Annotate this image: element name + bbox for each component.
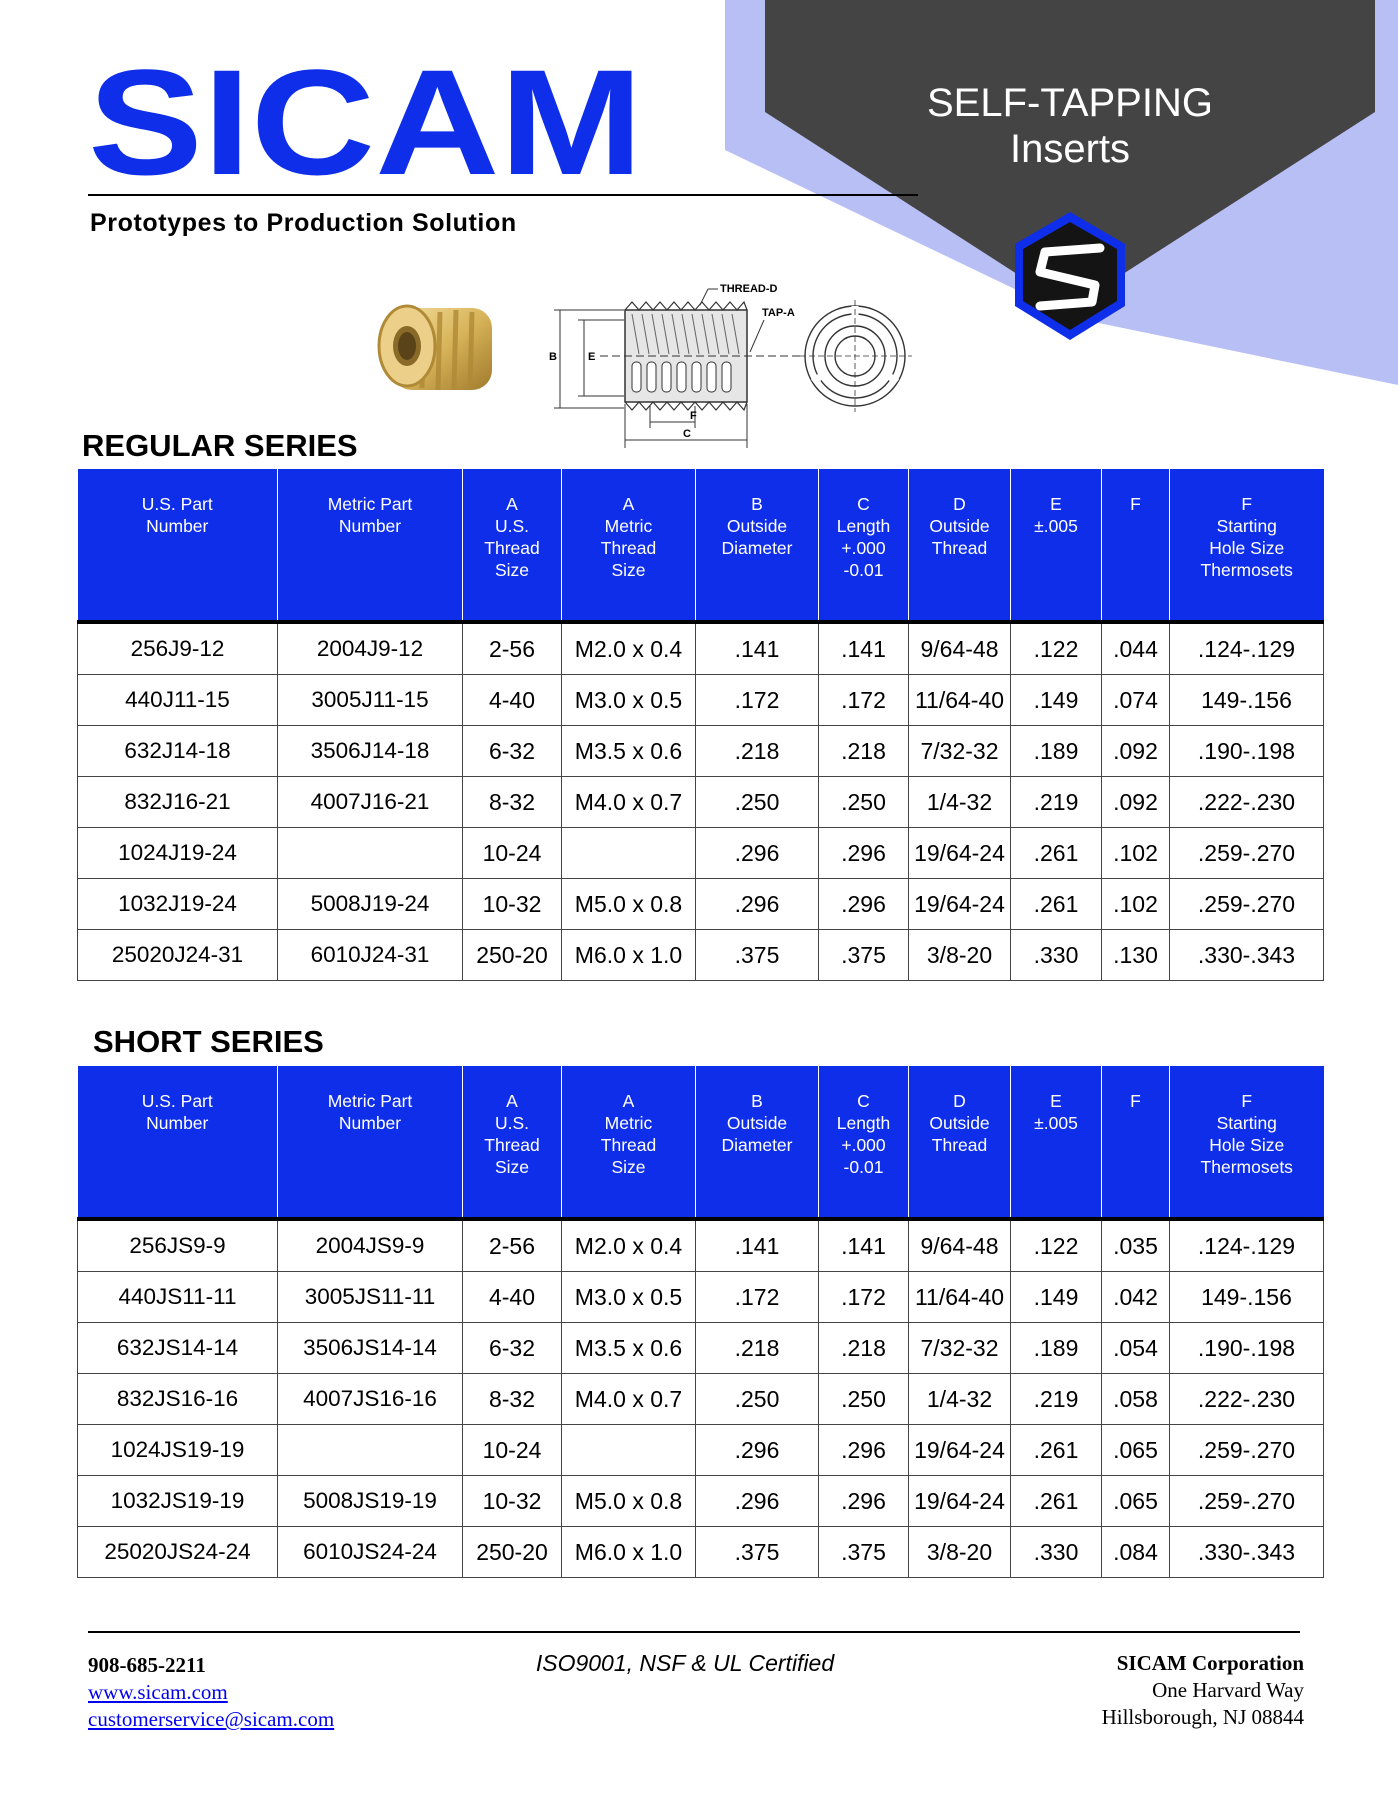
- diagram-label-c: C: [683, 428, 691, 440]
- cell-length: .141: [819, 622, 909, 675]
- cell-outside-diameter: .141: [696, 622, 819, 675]
- column-header-dimension-f: F: [1102, 1066, 1170, 1219]
- cell-metric-thread-size: [562, 828, 696, 879]
- cell-metric-part-number: 6010JS24-24: [278, 1527, 463, 1578]
- cell-dimension-f: .092: [1102, 777, 1170, 828]
- cell-metric-thread-size: M4.0 x 0.7: [562, 777, 696, 828]
- cell-metric-thread-size: M2.0 x 0.4: [562, 1219, 696, 1272]
- cell-starting-hole-size: .259-.270: [1170, 1476, 1324, 1527]
- column-header-us-thread-size: A U.S. Thread Size: [463, 1066, 562, 1219]
- cell-us-thread-size: 10-24: [463, 1425, 562, 1476]
- cell-dimension-e: .219: [1011, 1374, 1102, 1425]
- cell-us-thread-size: 6-32: [463, 726, 562, 777]
- banner-title: [880, 80, 1260, 172]
- column-header-dimension-e: E ±.005: [1011, 1066, 1102, 1219]
- short-series-body: [78, 1219, 1324, 1578]
- cell-us-part-number: 1032J19-24: [78, 879, 278, 930]
- cell-us-thread-size: 4-40: [463, 1272, 562, 1323]
- cell-us-thread-size: 250-20: [463, 1527, 562, 1578]
- cell-dimension-e: .330: [1011, 930, 1102, 981]
- cell-us-thread-size: 2-56: [463, 1219, 562, 1272]
- cell-length: .250: [819, 777, 909, 828]
- column-header-dimension-e: E ±.005: [1011, 469, 1102, 622]
- cell-outside-thread: 3/8-20: [909, 1527, 1011, 1578]
- regular-series-body: [78, 622, 1324, 981]
- cell-dimension-f: .044: [1102, 622, 1170, 675]
- cell-metric-part-number: 3506JS14-14: [278, 1323, 463, 1374]
- cell-dimension-e: .261: [1011, 828, 1102, 879]
- table-row: [78, 777, 1324, 828]
- cell-length: .141: [819, 1219, 909, 1272]
- cell-metric-part-number: 2004JS9-9: [278, 1219, 463, 1272]
- cell-metric-part-number: [278, 1425, 463, 1476]
- cell-us-thread-size: 10-32: [463, 1476, 562, 1527]
- cell-outside-thread: 7/32-32: [909, 726, 1011, 777]
- logo-text: SICAM: [88, 62, 643, 187]
- cell-starting-hole-size: .330-.343: [1170, 1527, 1324, 1578]
- column-header-us-thread-size: A U.S. Thread Size: [463, 469, 562, 622]
- cell-length: .296: [819, 1425, 909, 1476]
- cell-metric-part-number: 5008JS19-19: [278, 1476, 463, 1527]
- cell-outside-thread: 9/64-48: [909, 622, 1011, 675]
- cell-metric-part-number: 3005JS11-11: [278, 1272, 463, 1323]
- cell-length: .296: [819, 879, 909, 930]
- cell-outside-diameter: .296: [696, 1476, 819, 1527]
- cell-dimension-e: .219: [1011, 777, 1102, 828]
- cell-metric-part-number: 5008J19-24: [278, 879, 463, 930]
- cell-dimension-e: .261: [1011, 1476, 1102, 1527]
- cell-us-thread-size: 8-32: [463, 1374, 562, 1425]
- cell-us-thread-size: 10-24: [463, 828, 562, 879]
- cell-dimension-f: .042: [1102, 1272, 1170, 1323]
- cell-us-part-number: 632JS14-14: [78, 1323, 278, 1374]
- cell-outside-thread: 1/4-32: [909, 1374, 1011, 1425]
- column-header-outside-thread: D Outside Thread: [909, 1066, 1011, 1219]
- cell-outside-diameter: .296: [696, 1425, 819, 1476]
- cell-length: .172: [819, 675, 909, 726]
- cell-outside-diameter: .250: [696, 777, 819, 828]
- cell-length: .172: [819, 1272, 909, 1323]
- cell-starting-hole-size: .259-.270: [1170, 828, 1324, 879]
- column-header-us-part-number: U.S. Part Number: [78, 469, 278, 622]
- cell-us-thread-size: 8-32: [463, 777, 562, 828]
- cell-metric-thread-size: M3.0 x 0.5: [562, 1272, 696, 1323]
- cell-us-part-number: 832JS16-16: [78, 1374, 278, 1425]
- cell-metric-part-number: 4007JS16-16: [278, 1374, 463, 1425]
- cell-outside-thread: 19/64-24: [909, 1476, 1011, 1527]
- cell-us-thread-size: 10-32: [463, 879, 562, 930]
- cell-dimension-f: .102: [1102, 879, 1170, 930]
- cell-outside-thread: 11/64-40: [909, 675, 1011, 726]
- column-header-us-part-number: U.S. Part Number: [78, 1066, 278, 1219]
- cell-metric-thread-size: M5.0 x 0.8: [562, 1476, 696, 1527]
- cell-dimension-f: .058: [1102, 1374, 1170, 1425]
- table-row: [78, 1527, 1324, 1578]
- cell-dimension-f: .130: [1102, 930, 1170, 981]
- cell-us-thread-size: 250-20: [463, 930, 562, 981]
- cell-outside-diameter: .296: [696, 879, 819, 930]
- cell-dimension-e: .261: [1011, 1425, 1102, 1476]
- cell-starting-hole-size: 149-.156: [1170, 675, 1324, 726]
- short-header-row: [78, 1066, 1324, 1219]
- column-header-dimension-f: F: [1102, 469, 1170, 622]
- header-divider: [88, 194, 918, 196]
- cell-starting-hole-size: .190-.198: [1170, 1323, 1324, 1374]
- diagram-label-e: E: [588, 351, 596, 363]
- cell-metric-part-number: 3005J11-15: [278, 675, 463, 726]
- cell-dimension-e: .122: [1011, 1219, 1102, 1272]
- cell-length: .375: [819, 1527, 909, 1578]
- cell-metric-thread-size: [562, 1425, 696, 1476]
- cell-dimension-f: .092: [1102, 726, 1170, 777]
- cell-dimension-f: .065: [1102, 1425, 1170, 1476]
- column-header-outside-thread: D Outside Thread: [909, 469, 1011, 622]
- cell-us-part-number: 256JS9-9: [78, 1219, 278, 1272]
- cell-us-thread-size: 2-56: [463, 622, 562, 675]
- footer-contact: [88, 1652, 334, 1733]
- cell-metric-part-number: 2004J9-12: [278, 622, 463, 675]
- cell-length: .218: [819, 1323, 909, 1374]
- cell-starting-hole-size: .222-.230: [1170, 1374, 1324, 1425]
- cell-dimension-f: .102: [1102, 828, 1170, 879]
- table-row: [78, 1272, 1324, 1323]
- cell-us-part-number: 25020J24-31: [78, 930, 278, 981]
- cell-dimension-f: .054: [1102, 1323, 1170, 1374]
- footer-address-line1: One Harvard Way: [1152, 1678, 1304, 1702]
- cell-outside-diameter: .172: [696, 1272, 819, 1323]
- cell-outside-diameter: .141: [696, 1219, 819, 1272]
- cell-dimension-e: .149: [1011, 1272, 1102, 1323]
- cell-metric-thread-size: M6.0 x 1.0: [562, 930, 696, 981]
- cell-outside-thread: 9/64-48: [909, 1219, 1011, 1272]
- cell-metric-part-number: 3506J14-18: [278, 726, 463, 777]
- cell-outside-thread: 11/64-40: [909, 1272, 1011, 1323]
- column-header-length: C Length +.000 -0.01: [819, 1066, 909, 1219]
- cell-metric-thread-size: M2.0 x 0.4: [562, 622, 696, 675]
- column-header-metric-part-number: Metric Part Number: [278, 1066, 463, 1219]
- cell-dimension-e: .261: [1011, 879, 1102, 930]
- cell-metric-thread-size: M3.5 x 0.6: [562, 726, 696, 777]
- diagram-label-b: B: [549, 351, 557, 363]
- cell-starting-hole-size: .330-.343: [1170, 930, 1324, 981]
- cell-dimension-f: .074: [1102, 675, 1170, 726]
- cell-dimension-e: .189: [1011, 726, 1102, 777]
- regular-header-row: [78, 469, 1324, 622]
- cell-dimension-e: .330: [1011, 1527, 1102, 1578]
- cell-us-part-number: 1032JS19-19: [78, 1476, 278, 1527]
- cell-outside-diameter: .218: [696, 726, 819, 777]
- footer-certifications: ISO9001, NSF & UL Certified: [535, 1650, 835, 1676]
- cell-outside-thread: 7/32-32: [909, 1323, 1011, 1374]
- table-row: [78, 675, 1324, 726]
- banner-title-line2: Inserts: [1009, 127, 1131, 171]
- footer-phone: 908-685-2211: [88, 1653, 206, 1677]
- table-row: [78, 1476, 1324, 1527]
- cell-length: .375: [819, 930, 909, 981]
- cell-us-part-number: 1024J19-24: [78, 828, 278, 879]
- cell-metric-thread-size: M3.5 x 0.6: [562, 1323, 696, 1374]
- cell-starting-hole-size: .190-.198: [1170, 726, 1324, 777]
- cell-dimension-f: .065: [1102, 1476, 1170, 1527]
- cell-dimension-e: .122: [1011, 622, 1102, 675]
- regular-series-title: REGULAR SERIES: [82, 428, 358, 463]
- cell-outside-thread: 1/4-32: [909, 777, 1011, 828]
- cell-metric-thread-size: M6.0 x 1.0: [562, 1527, 696, 1578]
- footer-company: SICAM Corporation: [1116, 1651, 1304, 1675]
- table-row: [78, 1374, 1324, 1425]
- footer-address-line2: Hillsborough, NJ 08844: [1101, 1705, 1304, 1729]
- table-row: [78, 622, 1324, 675]
- cell-dimension-e: .189: [1011, 1323, 1102, 1374]
- insert-dimension-diagram: [540, 278, 920, 453]
- table-row: [78, 1323, 1324, 1374]
- cell-us-part-number: 440J11-15: [78, 675, 278, 726]
- cell-metric-part-number: 4007J16-21: [278, 777, 463, 828]
- cell-us-part-number: 25020JS24-24: [78, 1527, 278, 1578]
- cell-us-part-number: 256J9-12: [78, 622, 278, 675]
- cell-starting-hole-size: .124-.129: [1170, 1219, 1324, 1272]
- cell-metric-thread-size: M3.0 x 0.5: [562, 675, 696, 726]
- cell-us-thread-size: 6-32: [463, 1323, 562, 1374]
- email-link[interactable]: customerservice@sicam.com: [88, 1707, 335, 1731]
- cell-outside-thread: 19/64-24: [909, 1425, 1011, 1476]
- cell-outside-thread: 3/8-20: [909, 930, 1011, 981]
- cell-outside-diameter: .218: [696, 1323, 819, 1374]
- cell-dimension-f: .084: [1102, 1527, 1170, 1578]
- cell-metric-thread-size: M4.0 x 0.7: [562, 1374, 696, 1425]
- cell-starting-hole-size: .222-.230: [1170, 777, 1324, 828]
- cell-dimension-e: .149: [1011, 675, 1102, 726]
- cell-length: .218: [819, 726, 909, 777]
- column-header-length: C Length +.000 -0.01: [819, 469, 909, 622]
- table-row: [78, 1425, 1324, 1476]
- cell-outside-diameter: .375: [696, 1527, 819, 1578]
- tagline: Prototypes to Production Solution: [90, 209, 517, 237]
- table-row: [78, 726, 1324, 777]
- cell-length: .296: [819, 1476, 909, 1527]
- cell-outside-diameter: .172: [696, 675, 819, 726]
- cell-metric-thread-size: M5.0 x 0.8: [562, 879, 696, 930]
- cell-metric-part-number: 6010J24-31: [278, 930, 463, 981]
- footer-divider: [88, 1631, 1300, 1633]
- column-header-metric-thread-size: A Metric Thread Size: [562, 469, 696, 622]
- cell-us-part-number: 632J14-18: [78, 726, 278, 777]
- cell-starting-hole-size: .259-.270: [1170, 879, 1324, 930]
- column-header-starting-hole-size: F Starting Hole Size Thermosets: [1170, 1066, 1324, 1219]
- cell-starting-hole-size: .124-.129: [1170, 622, 1324, 675]
- website-link[interactable]: www.sicam.com: [88, 1680, 228, 1704]
- table-row: [78, 1219, 1324, 1272]
- table-row: [78, 879, 1324, 930]
- cell-length: .296: [819, 828, 909, 879]
- column-header-metric-thread-size: A Metric Thread Size: [562, 1066, 696, 1219]
- sicam-logo: [88, 62, 643, 187]
- cell-length: .250: [819, 1374, 909, 1425]
- diagram-label-thread: THREAD-D: [720, 283, 778, 295]
- footer-address: [1000, 1650, 1304, 1731]
- column-header-outside-diameter: B Outside Diameter: [696, 1066, 819, 1219]
- column-header-metric-part-number: Metric Part Number: [278, 469, 463, 622]
- cell-metric-part-number: [278, 828, 463, 879]
- table-row: [78, 828, 1324, 879]
- diagram-label-f: F: [690, 410, 697, 422]
- regular-series-table: [77, 469, 1324, 981]
- cell-us-part-number: 1024JS19-19: [78, 1425, 278, 1476]
- cell-outside-diameter: .250: [696, 1374, 819, 1425]
- cell-us-part-number: 440JS11-11: [78, 1272, 278, 1323]
- column-header-outside-diameter: B Outside Diameter: [696, 469, 819, 622]
- cell-outside-diameter: .296: [696, 828, 819, 879]
- cell-outside-thread: 19/64-24: [909, 828, 1011, 879]
- column-header-starting-hole-size: F Starting Hole Size Thermosets: [1170, 469, 1324, 622]
- table-row: [78, 930, 1324, 981]
- short-series-title: SHORT SERIES: [93, 1024, 324, 1059]
- cell-outside-thread: 19/64-24: [909, 879, 1011, 930]
- cell-starting-hole-size: .259-.270: [1170, 1425, 1324, 1476]
- cell-starting-hole-size: 149-.156: [1170, 1272, 1324, 1323]
- diagram-label-tap: TAP-A: [762, 307, 795, 319]
- cell-us-thread-size: 4-40: [463, 675, 562, 726]
- cell-dimension-f: .035: [1102, 1219, 1170, 1272]
- banner-title-line1: SELF-TAPPING: [927, 81, 1213, 125]
- insert-product-photo: [362, 286, 512, 406]
- short-series-table: [77, 1066, 1324, 1578]
- cell-outside-diameter: .375: [696, 930, 819, 981]
- cell-us-part-number: 832J16-21: [78, 777, 278, 828]
